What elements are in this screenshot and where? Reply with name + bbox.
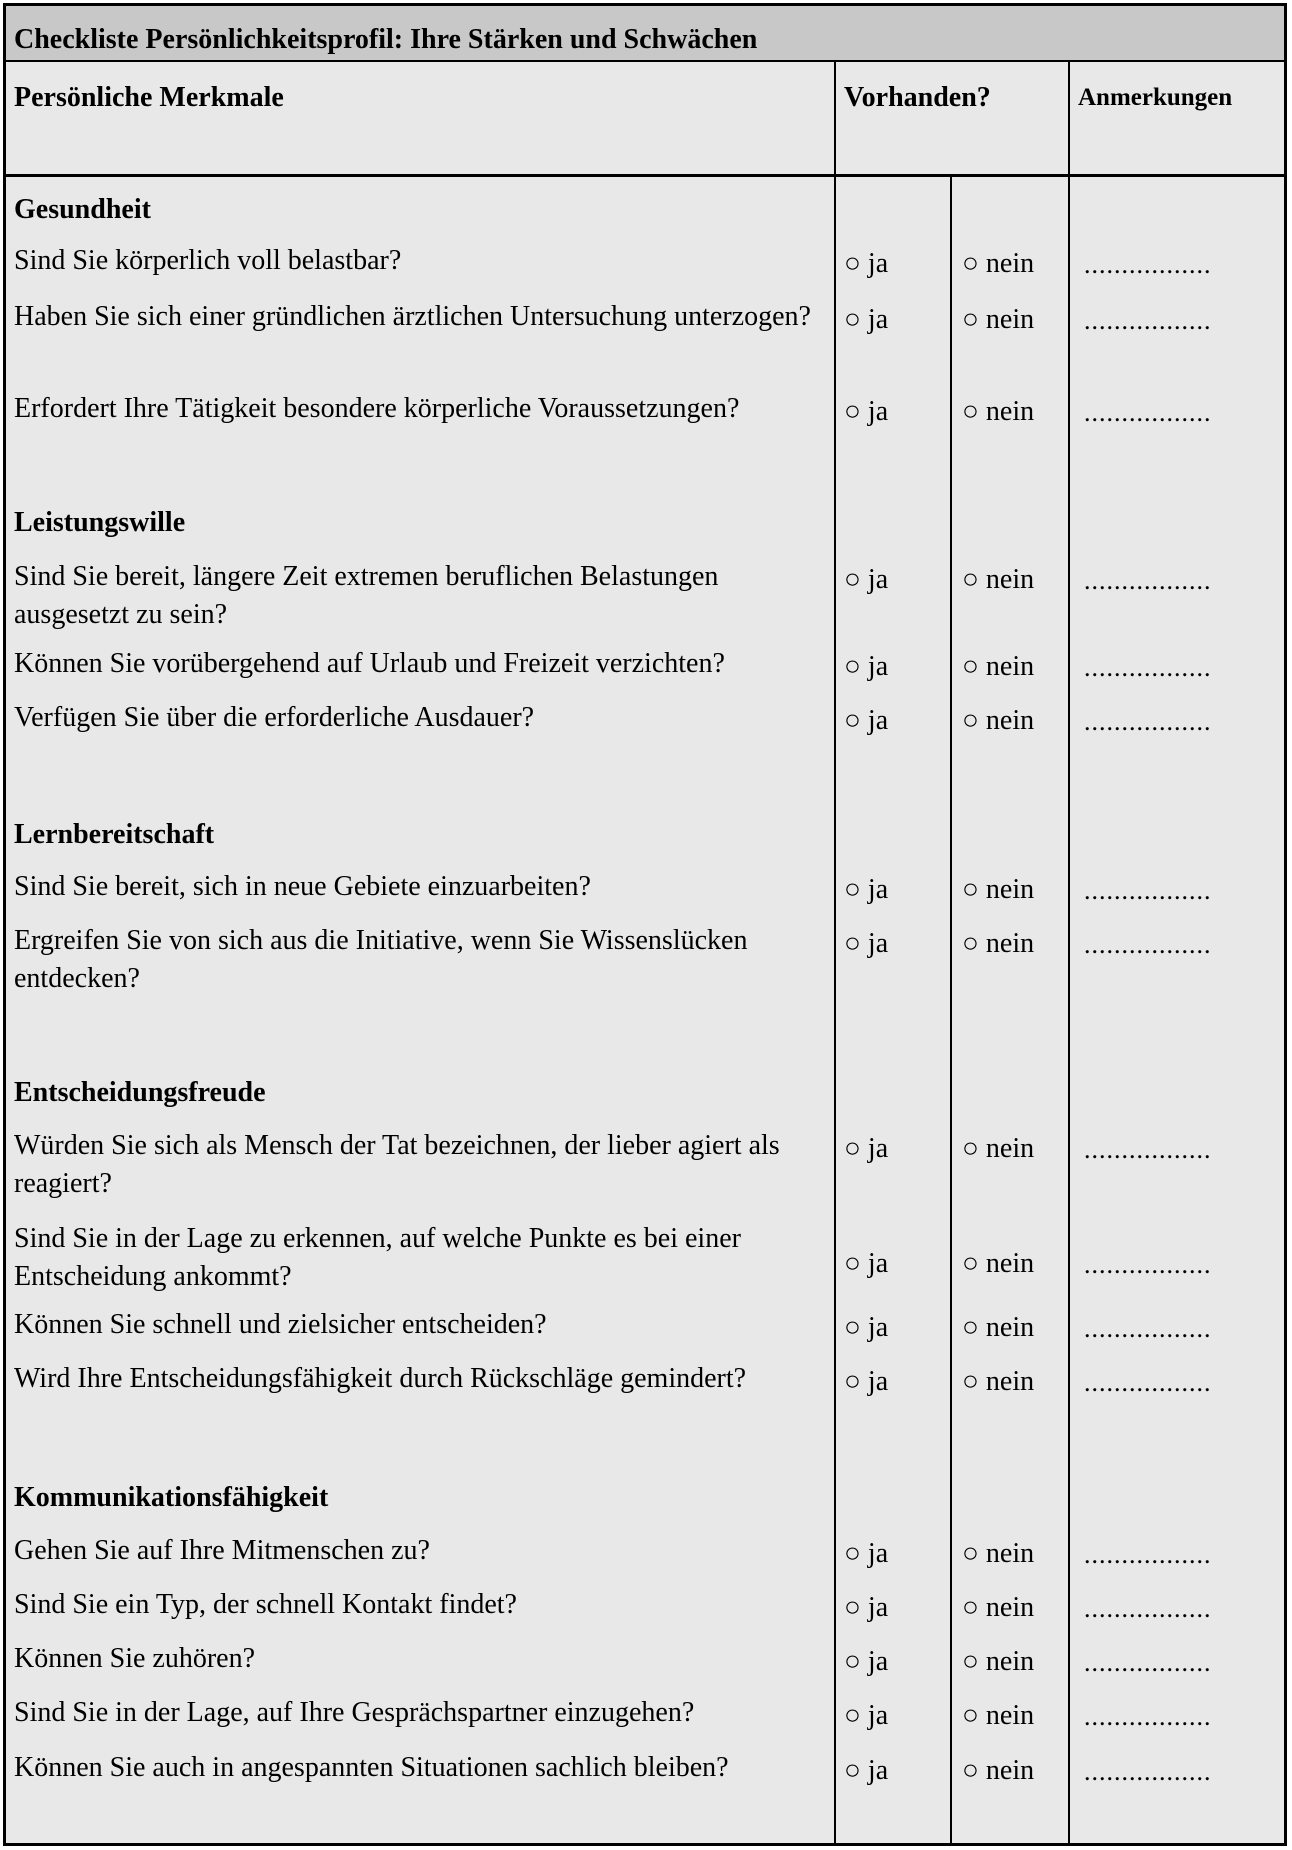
option-ja-radio[interactable]: ○ ja bbox=[844, 1248, 889, 1279]
question-text: Gehen Sie auf Ihre Mitmenschen zu? bbox=[14, 1535, 430, 1566]
notes-field: ................. bbox=[1084, 1540, 1212, 1569]
option-nein-radio[interactable]: ○ nein bbox=[962, 874, 1035, 905]
column-divider-2 bbox=[950, 176, 952, 1843]
option-nein-radio[interactable]: ○ nein bbox=[962, 705, 1035, 736]
option-ja-radio[interactable]: ○ ja bbox=[844, 396, 889, 427]
option-ja-radio[interactable]: ○ ja bbox=[844, 248, 889, 279]
notes-field: ................. bbox=[1084, 1250, 1212, 1279]
notes-field: ................. bbox=[1084, 306, 1212, 335]
header-divider bbox=[6, 174, 1284, 177]
notes-field: ................. bbox=[1084, 876, 1212, 905]
question-text: Würden Sie sich als Mensch der Tat bezeichnen, der lieber agiert als reagiert? bbox=[14, 1130, 780, 1199]
question-text: Sind Sie körperlich voll belastbar? bbox=[14, 245, 402, 276]
option-nein-radio[interactable]: ○ nein bbox=[962, 1538, 1035, 1569]
option-nein-radio[interactable]: ○ nein bbox=[962, 651, 1035, 682]
option-nein-radio[interactable]: ○ nein bbox=[962, 564, 1035, 595]
option-ja-radio[interactable]: ○ ja bbox=[844, 1700, 889, 1731]
notes-field: ................. bbox=[1084, 1594, 1212, 1623]
notes-field: ................. bbox=[1084, 1648, 1212, 1677]
option-ja-radio[interactable]: ○ ja bbox=[844, 1538, 889, 1569]
option-ja-radio[interactable]: ○ ja bbox=[844, 1755, 889, 1786]
question-text: Sind Sie ein Typ, der schnell Kontakt findet? bbox=[14, 1589, 517, 1620]
notes-field: ................. bbox=[1084, 1757, 1212, 1786]
question-text: Sind Sie in der Lage, auf Ihre Gesprächspartner einzugehen? bbox=[14, 1697, 695, 1728]
header-vorhanden: Vorhanden? bbox=[844, 82, 991, 113]
notes-field: ................. bbox=[1084, 930, 1212, 959]
column-divider-3 bbox=[1068, 60, 1070, 1843]
option-ja-radio[interactable]: ○ ja bbox=[844, 1133, 889, 1164]
option-ja-radio[interactable]: ○ ja bbox=[844, 564, 889, 595]
question-text: Verfügen Sie über die erforderliche Ausdauer? bbox=[14, 702, 535, 733]
section-title: Kommunikationsfähigkeit bbox=[14, 1482, 329, 1513]
question-text: Sind Sie bereit, sich in neue Gebiete einzuarbeiten? bbox=[14, 871, 591, 902]
option-ja-radio[interactable]: ○ ja bbox=[844, 1592, 889, 1623]
option-nein-radio[interactable]: ○ nein bbox=[962, 1248, 1035, 1279]
option-ja-radio[interactable]: ○ ja bbox=[844, 304, 889, 335]
title-divider bbox=[6, 60, 1284, 62]
notes-field: ................. bbox=[1084, 1702, 1212, 1731]
notes-field: ................. bbox=[1084, 707, 1212, 736]
option-nein-radio[interactable]: ○ nein bbox=[962, 248, 1035, 279]
notes-field: ................. bbox=[1084, 1368, 1212, 1397]
question-text: Sind Sie in der Lage zu erkennen, auf welche Punkte es bei einer Entscheidung ankommt? bbox=[14, 1223, 741, 1292]
question-text: Ergreifen Sie von sich aus die Initiative, wenn Sie Wissenslücken entdecken? bbox=[14, 925, 748, 994]
notes-field: ................. bbox=[1084, 250, 1212, 279]
notes-field: ................. bbox=[1084, 1135, 1212, 1164]
header-merkmale: Persönliche Merkmale bbox=[14, 82, 284, 113]
option-nein-radio[interactable]: ○ nein bbox=[962, 1700, 1035, 1731]
option-ja-radio[interactable]: ○ ja bbox=[844, 1312, 889, 1343]
question-text: Können Sie zuhören? bbox=[14, 1643, 256, 1674]
question-text: Können Sie schnell und zielsicher entscheiden? bbox=[14, 1309, 547, 1340]
option-nein-radio[interactable]: ○ nein bbox=[962, 1646, 1035, 1677]
option-nein-radio[interactable]: ○ nein bbox=[962, 396, 1035, 427]
page-title: Checkliste Persönlichkeitsprofil: Ihre Stärken und Schwächen bbox=[14, 24, 758, 55]
option-nein-radio[interactable]: ○ nein bbox=[962, 1592, 1035, 1623]
question-text: Haben Sie sich einer gründlichen ärztlichen Untersuchung unterzogen? bbox=[14, 301, 811, 332]
question-text: Können Sie vorübergehend auf Urlaub und Freizeit verzichten? bbox=[14, 648, 725, 679]
notes-field: ................. bbox=[1084, 1314, 1212, 1343]
notes-field: ................. bbox=[1084, 398, 1212, 427]
question-text: Wird Ihre Entscheidungsfähigkeit durch Rückschläge gemindert? bbox=[14, 1363, 747, 1394]
section-title: Leistungswille bbox=[14, 507, 186, 538]
option-ja-radio[interactable]: ○ ja bbox=[844, 874, 889, 905]
option-nein-radio[interactable]: ○ nein bbox=[962, 1133, 1035, 1164]
column-divider-1 bbox=[834, 60, 836, 1843]
question-text: Sind Sie bereit, längere Zeit extremen beruflichen Belastungen ausgesetzt zu sein? bbox=[14, 561, 719, 630]
option-nein-radio[interactable]: ○ nein bbox=[962, 1366, 1035, 1397]
option-ja-radio[interactable]: ○ ja bbox=[844, 651, 889, 682]
option-nein-radio[interactable]: ○ nein bbox=[962, 928, 1035, 959]
section-title: Gesundheit bbox=[14, 194, 151, 225]
question-text: Erfordert Ihre Tätigkeit besondere körperliche Voraussetzungen? bbox=[14, 393, 740, 424]
option-nein-radio[interactable]: ○ nein bbox=[962, 1755, 1035, 1786]
option-ja-radio[interactable]: ○ ja bbox=[844, 1366, 889, 1397]
notes-field: ................. bbox=[1084, 566, 1212, 595]
header-anmerkungen: Anmerkungen bbox=[1078, 84, 1233, 111]
option-ja-radio[interactable]: ○ ja bbox=[844, 928, 889, 959]
question-text: Können Sie auch in angespannten Situationen sachlich bleiben? bbox=[14, 1752, 729, 1783]
option-ja-radio[interactable]: ○ ja bbox=[844, 705, 889, 736]
option-nein-radio[interactable]: ○ nein bbox=[962, 1312, 1035, 1343]
option-ja-radio[interactable]: ○ ja bbox=[844, 1646, 889, 1677]
section-title: Lernbereitschaft bbox=[14, 819, 215, 850]
option-nein-radio[interactable]: ○ nein bbox=[962, 304, 1035, 335]
notes-field: ................. bbox=[1084, 653, 1212, 682]
section-title: Entscheidungsfreude bbox=[14, 1077, 266, 1108]
checklist-table bbox=[3, 3, 1287, 1846]
